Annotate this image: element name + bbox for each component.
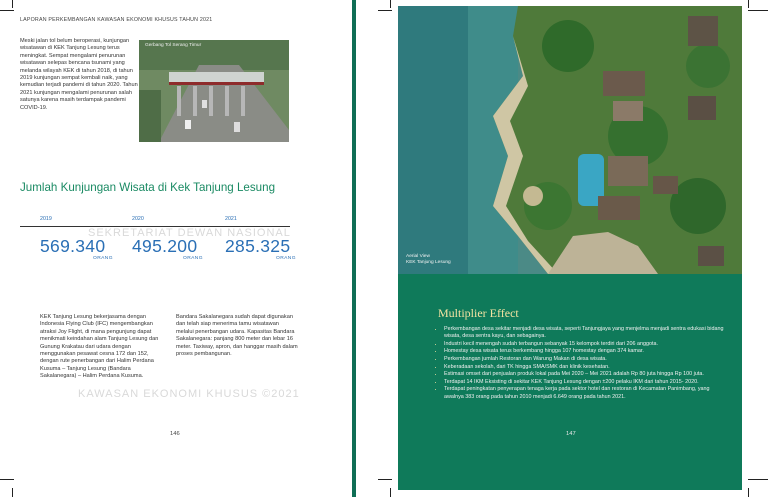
stat-value: 285.325 bbox=[225, 236, 291, 256]
section-title: Jumlah Kunjungan Wisata di Kek Tanjung Lesung bbox=[20, 181, 276, 194]
aerial-photo bbox=[398, 6, 742, 274]
list-item: • Homestay desa wisata terus berkembang hingga 107 homestay dengan 374 kamar. bbox=[444, 348, 724, 355]
list-item: • Estimasi omset dari penjualan produk lokal pada Mei 2020 – Mei 2021 adalah Rp 80 juta hingga Rp 100 juta. bbox=[444, 371, 724, 378]
list-item: • Perkembangan desa sekitar menjadi desa wisata, seperti Tanjungjaya yang menjelma menjadi sentra edukasi bidang wisata, desa sentra kayu, dan sebagainya. bbox=[444, 326, 724, 340]
stat-unit: ORANG bbox=[276, 256, 296, 261]
stat-year: 2021 bbox=[225, 216, 237, 222]
joy-flight-paragraph: KEK Tanjung Lesung bekerjasama dengan Indonesia Flying Club (IFC) mengembangkan atraksi Joy Flight, di mana pengunjung dapat menikmati keindahan alam Tanjung Lesung dan Gunung Krakatau dari udara dengan menggunakan pesawat cesna 172 dan 152, dengan rute penerbangan dari Halim Perdana Kusuma – Tanjung Lesung (Bandara Sakalanegara) – Halim Perdana Kusuma. bbox=[40, 314, 159, 380]
multiplier-title: Multiplier Effect bbox=[438, 306, 519, 320]
page-number-left: 146 bbox=[170, 431, 180, 437]
list-item: • Terdapat peningkatan penyerapan tenaga kerja pada sektor hotel dan restoran di Kecamatan Panimbang, yang awalnya 383 orang pada tahun 2010 menjadi 6.649 orang pada tahun 2021. bbox=[444, 386, 724, 400]
crop-mark bbox=[12, 0, 13, 8]
crop-mark bbox=[0, 10, 14, 11]
crop-mark bbox=[390, 0, 391, 8]
stat-unit: ORANG bbox=[93, 256, 113, 261]
crop-mark bbox=[378, 479, 392, 480]
crop-mark bbox=[0, 479, 14, 480]
list-item: • Keberadaan sekolah, dari TK hingga SMA/SMK dan klinik kesehatan. bbox=[444, 364, 724, 371]
crop-mark bbox=[748, 488, 749, 497]
intro-paragraph: Meski jalan tol belum beroperasi, kunjungan wisatawan di KEK Tanjung Lesung terus meningkat. Sempat mengalami penurunan wisatawan selepas bencana tsunami yang melanda wilayah KEK di tahun 2018, di tahun 2019 kunjungan sempat kembali naik, yang kemudian terjadi pandemi di tahun 2020. Tahun 2021 kunjungan mengalami penurunan salah satunya karena masih terdampak pandemi COVID-19. bbox=[20, 38, 138, 111]
aerial-caption-line1: Aerial View bbox=[406, 254, 430, 259]
list-item: • Industri kecil menengah sudah terbangun sebanyak 15 kelompok terdiri dari 206 anggota. bbox=[444, 341, 724, 348]
stat-value: 569.340 bbox=[40, 236, 106, 256]
book-spine bbox=[352, 0, 356, 497]
toll-gate-image bbox=[139, 40, 289, 142]
stat-value: 495.200 bbox=[132, 236, 198, 256]
crop-mark bbox=[378, 10, 392, 11]
toll-photo-caption: Gerbang Tol Serang Timur bbox=[145, 43, 202, 48]
list-item: • Terdapat 14 IKM Eksisting di sekitar KEK Tanjung Lesung dengan ±200 pelaku IKM dari tahun 2015- 2020. bbox=[444, 379, 724, 386]
list-item: • Perkembangan jumlah Restoran dan Warung Makan di desa wisata. bbox=[444, 356, 724, 363]
page-number-right: 147 bbox=[566, 431, 576, 437]
aerial-photo-caption bbox=[406, 254, 451, 266]
toll-gate-photo bbox=[139, 40, 289, 142]
watermark-bottom-line2: KAWASAN EKONOMI KHUSUS ©2021 bbox=[78, 388, 300, 400]
crop-mark bbox=[748, 0, 749, 8]
airport-paragraph: Bandara Sakalanegara sudah dapat digunakan dan telah siap menerima tamu wisatawan melalui penerbangan udara. Kapasitas Bandara Sakalanegara: panjang 800 meter dan lebar 16 meter. Taxiway, apron, dan hanggar masih dalam proses pembangunan. bbox=[176, 314, 298, 358]
page-header: LAPORAN PERKEMBANGAN KAWASAN EKONOMI KHUSUS TAHUN 2021 bbox=[20, 17, 213, 23]
crop-mark bbox=[390, 488, 391, 497]
aerial-image bbox=[398, 6, 742, 274]
stat-year: 2020 bbox=[132, 216, 144, 222]
stat-year: 2019 bbox=[40, 216, 52, 222]
crop-mark bbox=[12, 488, 13, 497]
crop-mark bbox=[748, 10, 768, 11]
aerial-caption-line2: KEK Tanjung Lesung bbox=[406, 260, 451, 265]
stat-unit: ORANG bbox=[183, 256, 203, 261]
crop-mark bbox=[748, 479, 768, 480]
watermark-top: SEKRETARIAT DEWAN NASIONAL bbox=[88, 227, 291, 239]
multiplier-list bbox=[432, 326, 724, 401]
